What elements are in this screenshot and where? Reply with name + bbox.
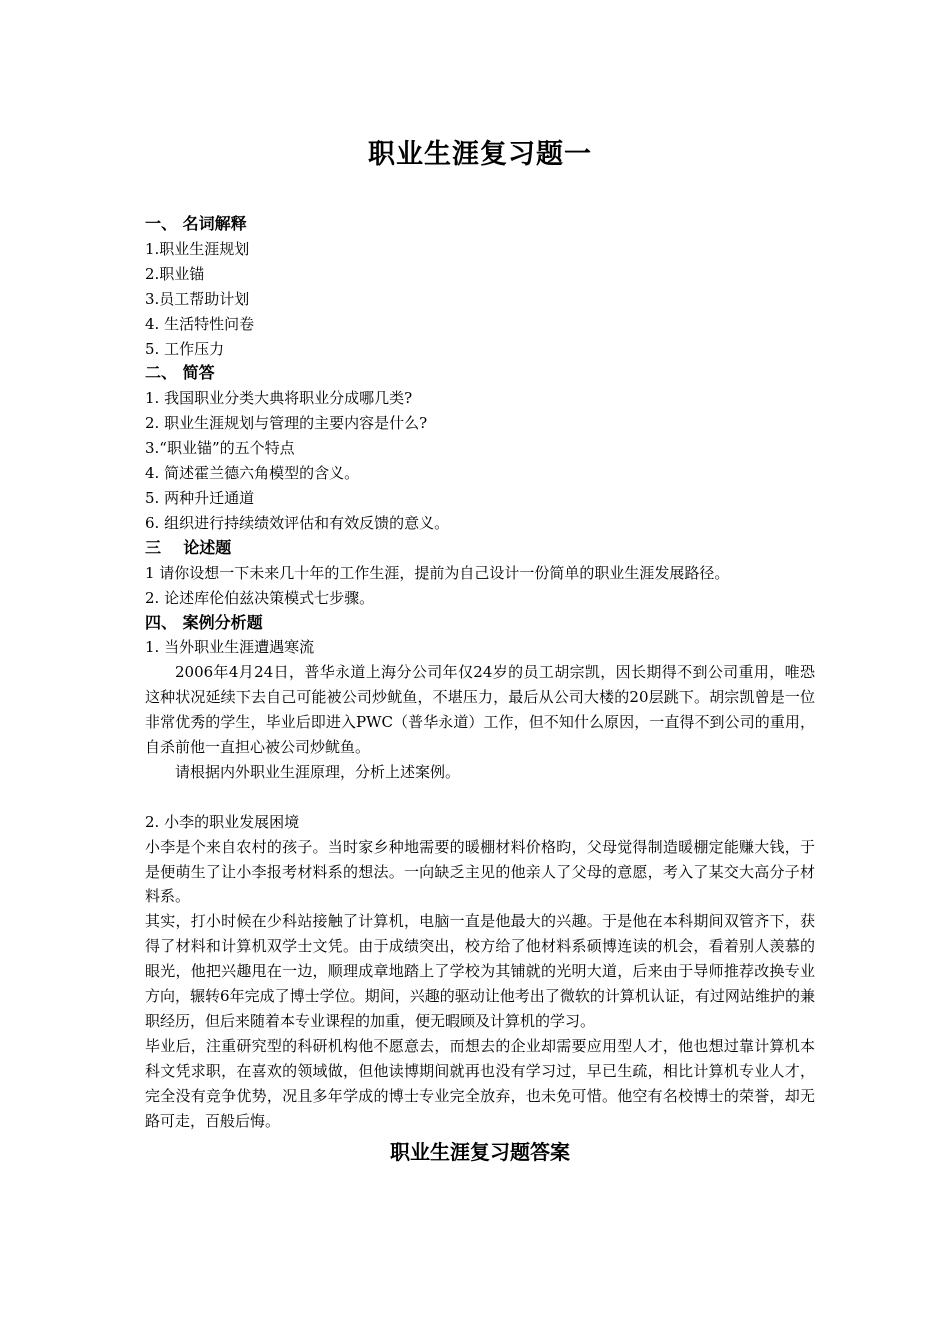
case-title: 2. 小李的职业发展困境 (145, 812, 300, 831)
case-prompt: 请根据内外职业生涯原理，分析上述案例。 (175, 762, 461, 781)
case-title: 1. 当外职业生涯遭遇寒流 (145, 638, 315, 657)
case-paragraph: 其实，打小时候在少科站接触了计算机，电脑一直是他最大的兴趣。于是他在本科期间双管齐下，获得了材料和计算机双学士文凭。由于成绩突出，校方给了他材料系硕博连读的机会，看着别人羡慕的眼光，他把兴趣甩在一边，顺理成章地踏上了学校为其铺就的光明大道，后来由于导师推荐改换专业方向，辗转6年完成了博士学位。期间，兴趣的驱动让他考出了微软的计算机认证，有过网站维护的兼职经历，但后来随着本专业课程的加重，便无暇顾及计算机的学习。 (145, 912, 815, 1030)
page-title: 职业生涯复习题一 (368, 139, 592, 170)
list-item: 2. 论述库伦伯兹决策模式七步骤。 (145, 588, 375, 607)
list-item: 3.员工帮助计划 (145, 289, 250, 308)
list-item: 5. 工作压力 (145, 339, 225, 358)
case-paragraph: 毕业后，注重研究型的科研机构他不愿意去，而想去的企业却需要应用型人才，他也想过靠计算机本科文凭求职，在喜欢的领域做，但他读博期间就再也没有学习过，早已生疏，相比计算机专业人才，完全没有竞争优势，况且多年学成的博士专业完全放弃，也未免可惜。他空有名校博士的荣誉，却无路可走，百般后悔。 (145, 1036, 815, 1130)
section-heading-essay: 三 论述题 (145, 537, 232, 557)
answer-title: 职业生涯复习题答案 (390, 1139, 570, 1164)
section-heading-short-answer: 二、 简答 (145, 363, 215, 383)
list-item: 6. 组织进行持续绩效评估和有效反馈的意义。 (145, 513, 450, 532)
case-paragraph: 2006年4月24日，普华永道上海分公司年仅24岁的员工胡宗凯，因长期得不到公司重用，唯恐这种状况延续下去自己可能被公司炒鱿鱼，不堪压力，最后从公司大楼的20层跳下。胡宗凯曾是一位非常优秀的学生，毕业后即进入PWC（普华永道）工作，但不知什么原因，一直得不到公司的重用，自杀前他一直担心被公司炒鱿鱼。 (145, 663, 815, 757)
list-item: 5. 两种升迁通道 (145, 488, 255, 507)
spacer (145, 785, 815, 810)
case-paragraph: 小李是个来自农村的孩子。当时家乡种地需要的暖棚材料价格昀，父母觉得制造暖棚定能赚大钱，于是便萌生了让小李报考材料系的想法。一向缺乏主见的他亲人了父母的意愿，考入了某交大高分子材料系。 (145, 837, 815, 906)
list-item: 4. 简述霍兰德六角模型的含义。 (145, 464, 360, 483)
document-body (145, 212, 815, 1170)
list-item: 1.职业生涯规划 (145, 239, 250, 258)
section-heading-case-analysis: 四、 案例分析题 (145, 612, 263, 632)
list-item: 2. 职业生涯规划与管理的主要内容是什么? (145, 414, 428, 433)
section-heading-terms: 一、 名词解释 (145, 214, 247, 233)
list-item: 4. 生活特性问卷 (145, 314, 255, 333)
list-item: 1. 我国职业分类大典将职业分成哪几类? (145, 389, 413, 408)
list-item: 1 请你设想一下未来几十年的工作生涯，提前为自己设计一份简单的职业生涯发展路径。 (145, 563, 730, 582)
list-item: 2.职业锚 (145, 264, 205, 283)
list-item: 3.“职业锚”的五个特点 (145, 439, 295, 458)
